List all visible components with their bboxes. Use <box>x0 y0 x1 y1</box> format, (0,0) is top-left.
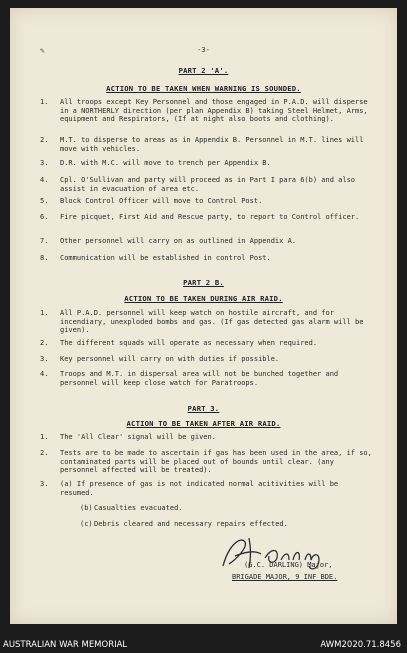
item-text: The different squads will operate as necessary when required. <box>60 339 318 347</box>
item-number: 4. <box>40 370 49 378</box>
item-number: 2. <box>40 339 49 347</box>
item-number: 1. <box>40 433 49 441</box>
item-text: Block Control Officer will move to Control Post. <box>60 197 263 205</box>
part-3-heading: ACTION TO BE TAKEN AFTER AIR RAID. <box>126 419 281 428</box>
item-text: Fire picquet, First Aid and Rescue party, to report to Control officer. <box>60 213 360 221</box>
item-text: Tests are to be made to ascertain if gas has been used in the area, if so, contaminated parts will be placed out of bounds until clear. (any personnel affected will be treated). <box>60 449 372 475</box>
item-text: Other personnel will carry on as outlined in Appendix A. <box>60 237 297 245</box>
item-text: (a) If presence of gas is not indicated normal acitivities will be resumed. <box>60 480 339 497</box>
item-text: D.R. with M.C. will move to trench per Appendix B. <box>60 159 271 167</box>
subitem-text: Casualties evacuated. <box>94 504 183 512</box>
item-number: 2. <box>40 136 49 144</box>
page-number: -3- <box>197 46 210 54</box>
item-number: 5. <box>40 197 49 205</box>
item-text: The 'All Clear' signal will be given. <box>60 433 216 441</box>
item-text: All P.A.D. personnel will keep watch on hostile aircraft, and for incendiary, unexploded bombs and gas. (If gas detected gas alarm will be given). <box>60 309 364 335</box>
item-number: 3. <box>40 355 49 363</box>
item-text: Communication will be established in control Post. <box>60 254 271 262</box>
item-number: 1. <box>40 98 49 106</box>
part-2a-title: PART 2 'A'. <box>178 66 229 75</box>
item-number: 3. <box>40 159 49 167</box>
footer-source: AUSTRALIAN WAR MEMORIAL <box>3 640 128 650</box>
item-number: 3. <box>40 480 49 488</box>
part-3-title: PART 3. <box>187 404 220 413</box>
footer-bar <box>0 640 407 653</box>
item-text: Cpl. O'Sullivan and party will proceed as in Part I para 6(b) and also assist in evacuation of area etc. <box>60 176 356 193</box>
signatory-title: BRIGADE MAJOR, 9 INF BDE. <box>232 573 338 581</box>
subitem-text: Debris cleared and necessary repairs effected. <box>94 520 288 528</box>
part-2a-heading: ACTION TO BE TAKEN WHEN WARNING IS SOUNDED. <box>106 84 301 93</box>
item-number: 8. <box>40 254 49 262</box>
item-text: M.T. to disperse to areas as in Appendix B. Personnel in M.T. lines will move with vehicles. <box>60 136 364 153</box>
item-number: 6. <box>40 213 49 221</box>
footer-accession-id: AWM2020.71.8456 <box>320 640 401 650</box>
item-number: 1. <box>40 309 49 317</box>
item-text: All troops except Key Personnel and those engaged in P.A.D. will disperse in a NORTHERLY direction (per plan Appendix B) taking Steel Helmet, Arms, equipment and Respirators, (If at night also boots and clothing). <box>60 98 368 124</box>
item-text: Key personnel will carry on with duties if possible. <box>60 355 280 363</box>
item-number: 2. <box>40 449 49 457</box>
signatory-name: (G.C. DARLING) Major, <box>244 561 333 569</box>
subitem-label: (b) <box>80 504 93 512</box>
item-number: 7. <box>40 237 49 245</box>
item-number: 4. <box>40 176 49 184</box>
part-2b-title: PART 2 B. <box>183 278 224 287</box>
item-text: Troops and M.T. in dispersal area will not be bunched together and personnel will keep close watch for Paratroops. <box>60 370 339 387</box>
pencil-mark-icon: ✎ <box>40 46 45 55</box>
document-page <box>10 8 397 624</box>
subitem-label: (c) <box>80 520 93 528</box>
part-2b-heading: ACTION TO BE TAKEN DURING AIR RAID. <box>124 294 283 303</box>
